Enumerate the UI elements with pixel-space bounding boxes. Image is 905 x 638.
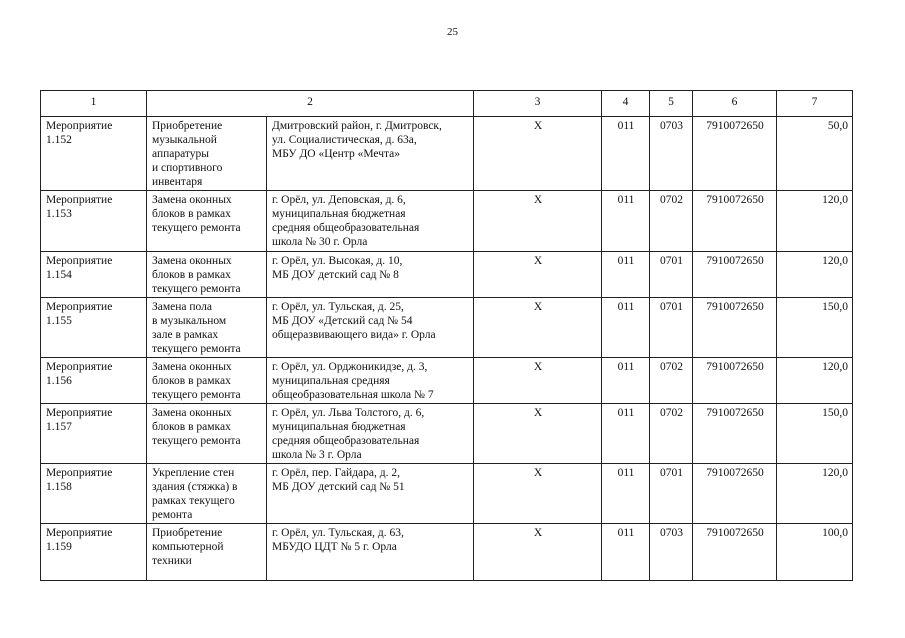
cell-col-3: Х: [474, 191, 602, 252]
cell-col-7: 100,0: [777, 524, 853, 581]
cell-col-4: 011: [602, 117, 650, 191]
header-col-5: 5: [650, 91, 693, 117]
header-col-3: 3: [474, 91, 602, 117]
cell-col-3: Х: [474, 404, 602, 464]
cell-col-3: Х: [474, 464, 602, 524]
measure-address: [267, 404, 474, 464]
cell-col-4: 011: [602, 252, 650, 298]
cell-col-7: 50,0: [777, 117, 853, 191]
measure-description-text: Приобретение компьютерной техники: [152, 527, 224, 567]
measure-address: [267, 298, 474, 358]
measure-name-text: Мероприятие 1.158: [46, 467, 113, 493]
measure-address-text: г. Орёл, ул. Льва Толстого, д. 6, муниципальная бюджетная средняя общеобразовательная школа № 3 г. Орла: [272, 407, 425, 461]
measure-name-text: Мероприятие 1.153: [46, 194, 113, 220]
cell-col-7: 120,0: [777, 252, 853, 298]
table-row: [41, 358, 853, 404]
measure-name: [41, 464, 147, 524]
measure-description: [147, 298, 267, 358]
measure-address: [267, 464, 474, 524]
measure-name: [41, 252, 147, 298]
measure-description-text: Замена оконных блоков в рамках текущего ремонта: [152, 255, 241, 295]
cell-col-4: 011: [602, 464, 650, 524]
measure-description-text: Замена оконных блоков в рамках текущего ремонта: [152, 194, 241, 234]
measure-address-text: г. Орёл, ул. Орджоникидзе, д. 3, муниципальная средняя общеобразовательная школа № 7: [272, 361, 434, 401]
cell-col-6: 7910072650: [693, 191, 777, 252]
header-row: [41, 91, 853, 117]
header-col-6: 6: [693, 91, 777, 117]
cell-col-4: 011: [602, 191, 650, 252]
cell-col-5: 0702: [650, 358, 693, 404]
cell-col-6: 7910072650: [693, 404, 777, 464]
measure-description-text: Укрепление стен здания (стяжка) в рамках текущего ремонта: [152, 467, 238, 521]
cell-col-7: 150,0: [777, 298, 853, 358]
cell-col-3: Х: [474, 524, 602, 581]
cell-col-3: Х: [474, 358, 602, 404]
header-col-7: 7: [777, 91, 853, 117]
measure-description: [147, 524, 267, 581]
measure-address-text: г. Орёл, ул. Деповская, д. 6, муниципальная бюджетная средняя общеобразовательная школа № 30 г. Орла: [272, 194, 420, 248]
header-col-2: 2: [147, 91, 474, 117]
cell-col-4: 011: [602, 298, 650, 358]
measure-name-text: Мероприятие 1.152: [46, 120, 113, 146]
cell-col-5: 0701: [650, 298, 693, 358]
measure-description: [147, 252, 267, 298]
measure-name-text: Мероприятие 1.154: [46, 255, 113, 281]
measure-address: [267, 191, 474, 252]
cell-col-6: 7910072650: [693, 358, 777, 404]
cell-col-6: 7910072650: [693, 298, 777, 358]
cell-col-7: 120,0: [777, 191, 853, 252]
cell-col-4: 011: [602, 404, 650, 464]
measure-address-text: Дмитровский район, г. Дмитровск, ул. Социалистическая, д. 63а, МБУ ДО «Центр «Мечта»: [272, 120, 442, 160]
measure-address-text: г. Орёл, ул. Высокая, д. 10, МБ ДОУ детский сад № 8: [272, 255, 403, 281]
measure-name: [41, 524, 147, 581]
cell-col-4: 011: [602, 524, 650, 581]
cell-col-5: 0702: [650, 404, 693, 464]
cell-col-7: 120,0: [777, 358, 853, 404]
measure-description-text: Замена оконных блоков в рамках текущего ремонта: [152, 407, 241, 447]
cell-col-5: 0702: [650, 191, 693, 252]
cell-col-6: 7910072650: [693, 117, 777, 191]
cell-col-6: 7910072650: [693, 524, 777, 581]
measure-description-text: Замена оконных блоков в рамках текущего ремонта: [152, 361, 241, 401]
measure-name-text: Мероприятие 1.155: [46, 301, 113, 327]
measure-address-text: г. Орёл, пер. Гайдара, д. 2, МБ ДОУ детский сад № 51: [272, 467, 405, 493]
header-col-4: 4: [602, 91, 650, 117]
measure-description-text: Замена пола в музыкальном зале в рамках текущего ремонта: [152, 301, 241, 355]
cell-col-6: 7910072650: [693, 252, 777, 298]
measure-name: [41, 358, 147, 404]
measure-name: [41, 298, 147, 358]
cell-col-5: 0701: [650, 252, 693, 298]
measure-name-text: Мероприятие 1.159: [46, 527, 113, 553]
header-col-1: 1: [41, 91, 147, 117]
cell-col-5: 0703: [650, 117, 693, 191]
cell-col-6: 7910072650: [693, 464, 777, 524]
table-row: [41, 117, 853, 191]
table-row: [41, 252, 853, 298]
table-row: [41, 464, 853, 524]
measure-description: [147, 117, 267, 191]
cell-col-3: Х: [474, 298, 602, 358]
cell-col-7: 150,0: [777, 404, 853, 464]
measures-table: [40, 90, 853, 581]
page-number: 25: [447, 26, 458, 38]
measure-address: [267, 252, 474, 298]
table-row: [41, 191, 853, 252]
cell-col-3: Х: [474, 252, 602, 298]
cell-col-4: 011: [602, 358, 650, 404]
measure-description-text: Приобретение музыкальной аппаратуры и спортивного инвентаря: [152, 120, 223, 188]
measure-address-text: г. Орёл, ул. Тульская, д. 25, МБ ДОУ «Детский сад № 54 общеразвивающего вида» г. Орла: [272, 301, 436, 341]
measure-description: [147, 358, 267, 404]
measure-name: [41, 191, 147, 252]
measure-name: [41, 404, 147, 464]
measure-address: [267, 117, 474, 191]
cell-col-5: 0703: [650, 524, 693, 581]
measure-name-text: Мероприятие 1.157: [46, 407, 113, 433]
measure-description: [147, 191, 267, 252]
table-row: [41, 298, 853, 358]
measure-description: [147, 464, 267, 524]
table-row: [41, 404, 853, 464]
measure-address: [267, 358, 474, 404]
table-row: [41, 524, 853, 581]
measure-name-text: Мероприятие 1.156: [46, 361, 113, 387]
measure-address: [267, 524, 474, 581]
cell-col-5: 0701: [650, 464, 693, 524]
measure-address-text: г. Орёл, ул. Тульская, д. 63, МБУДО ЦДТ № 5 г. Орла: [272, 527, 404, 553]
measure-name: [41, 117, 147, 191]
cell-col-7: 120,0: [777, 464, 853, 524]
cell-col-3: Х: [474, 117, 602, 191]
measure-description: [147, 404, 267, 464]
